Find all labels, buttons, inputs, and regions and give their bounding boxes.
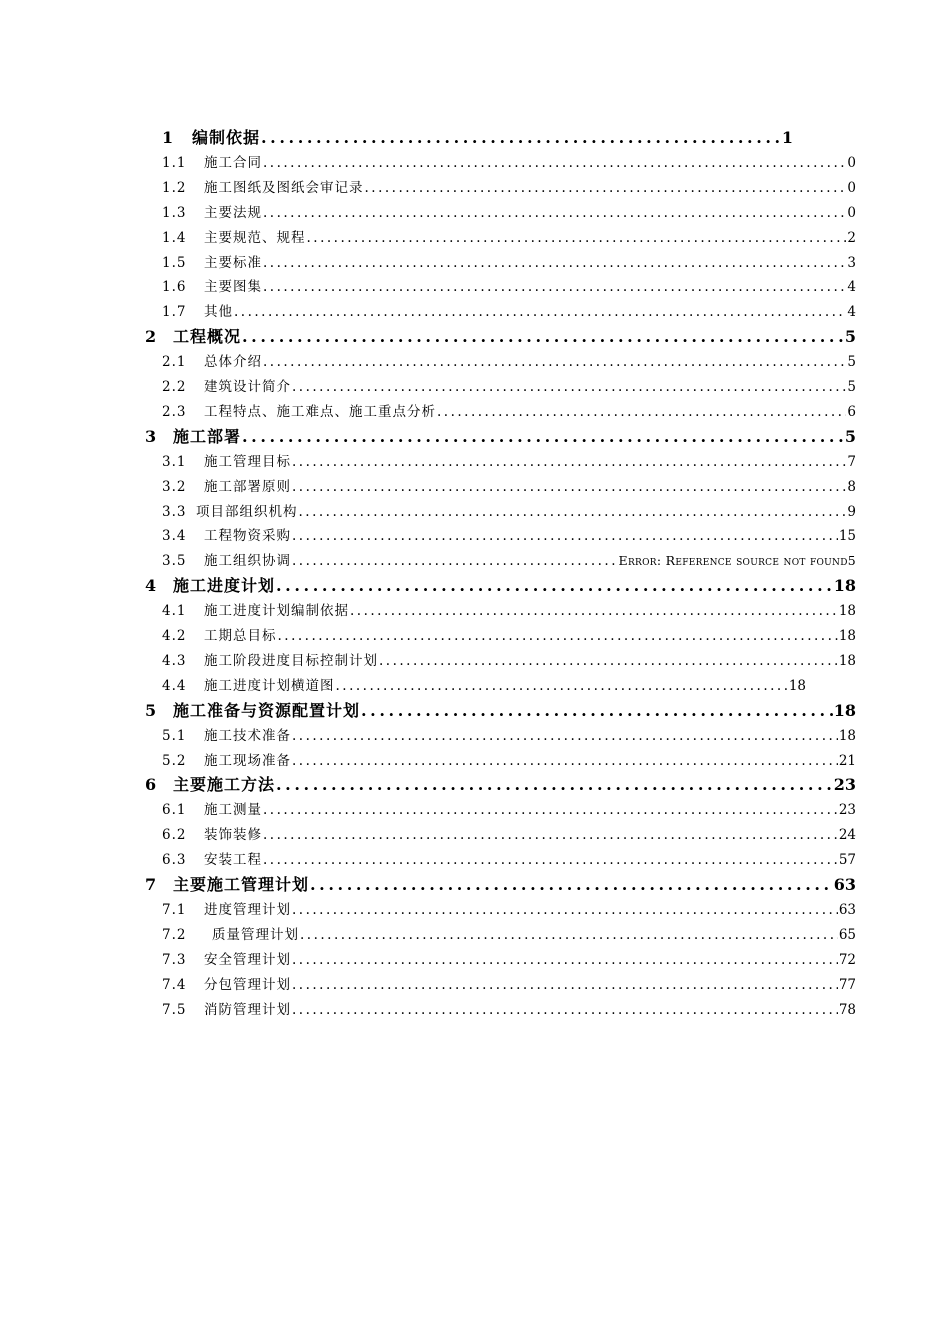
toc-number: 1: [162, 128, 174, 147]
toc-page-number: 18: [788, 677, 806, 694]
dot-leader: [263, 251, 846, 275]
dot-leader: [292, 998, 838, 1022]
dot-leader: [361, 699, 833, 723]
toc-chapter[interactable]: [145, 699, 856, 723]
toc-title: 装饰装修: [204, 827, 262, 844]
toc-number: 7.3: [162, 951, 187, 968]
toc-page-number: 5: [844, 327, 856, 347]
toc-title: 施工合同: [204, 154, 262, 171]
toc-section[interactable]: [162, 500, 856, 524]
toc-title: 质量管理计划: [212, 926, 299, 943]
dot-leader: [292, 475, 846, 499]
toc-number: 2: [145, 327, 157, 347]
toc-page-number: 2: [847, 229, 856, 246]
toc-section[interactable]: [162, 251, 856, 275]
toc-title: 工程概况: [173, 327, 242, 347]
dot-leader: [263, 275, 846, 299]
dot-leader: [365, 176, 847, 200]
toc-page-number: 1: [781, 128, 793, 147]
toc-section[interactable]: [162, 749, 856, 773]
toc-page-number: 4: [847, 279, 856, 296]
toc-number: 5: [145, 700, 157, 720]
toc-chapter[interactable]: [145, 325, 856, 349]
toc-section[interactable]: [162, 624, 856, 648]
toc-page-number: 7: [847, 453, 856, 470]
toc-number: 3: [145, 426, 157, 446]
toc-page-number: Error: Reference source not found5: [618, 553, 856, 569]
toc-number: 6.2: [162, 827, 187, 844]
toc-page-number: 18: [833, 576, 856, 596]
dot-leader: [278, 624, 838, 648]
toc-section[interactable]: [162, 599, 856, 623]
toc-number: 3.2: [162, 478, 187, 495]
toc-number: 3.1: [162, 453, 187, 470]
toc-section[interactable]: [162, 151, 856, 175]
toc-title: 工期总目标: [204, 628, 277, 644]
toc-section[interactable]: [162, 201, 856, 225]
toc-title: 主要法规: [204, 204, 262, 221]
toc-number: 6: [145, 775, 157, 795]
toc-section[interactable]: [162, 848, 856, 872]
dot-leader: [292, 375, 846, 399]
toc-section[interactable]: [162, 300, 856, 324]
toc-number: 1.1: [162, 154, 187, 171]
toc-number: 6.3: [162, 852, 187, 869]
dot-leader: [292, 524, 838, 548]
toc-number: 7.4: [162, 976, 187, 993]
toc-number: 4.3: [162, 652, 187, 669]
toc-chapter[interactable]: [145, 873, 856, 897]
toc-title: 施工部署: [173, 426, 242, 446]
toc-number: 1.2: [162, 179, 187, 196]
toc-page-number: 23: [838, 802, 856, 819]
toc-page-number: 24: [838, 827, 856, 844]
toc-page-number: 23: [833, 775, 856, 795]
toc-title: 主要施工方法: [173, 775, 276, 795]
toc-number: 5.1: [162, 727, 187, 744]
toc-title: 施工技术准备: [204, 727, 291, 744]
toc-section[interactable]: [162, 724, 856, 748]
toc-section[interactable]: [162, 674, 806, 698]
dot-leader: [307, 226, 847, 250]
toc-number: 1.3: [162, 204, 187, 221]
toc-title: 主要规范、规程: [204, 229, 306, 246]
toc-number: 4.1: [162, 603, 187, 620]
toc-number: 3.3: [162, 503, 187, 520]
dot-leader: [292, 549, 618, 573]
toc-number: 4: [145, 576, 157, 596]
toc-title: 建筑设计简介: [204, 379, 291, 395]
dot-leader: [299, 500, 847, 524]
toc-number: 6.1: [162, 802, 187, 819]
toc-title: 主要标准: [204, 254, 262, 271]
dot-leader: [242, 325, 844, 349]
toc-title: 主要图集: [204, 279, 262, 296]
toc-number: 1.5: [162, 254, 187, 271]
toc-page-number: 21: [838, 752, 856, 769]
toc-title: 施工测量: [204, 802, 262, 819]
toc-title: 进度管理计划: [204, 901, 291, 918]
dot-leader: [234, 300, 846, 324]
toc-page-number: 0: [847, 179, 856, 196]
toc-number: 1.6: [162, 279, 187, 296]
toc-section[interactable]: [162, 275, 856, 299]
toc-page-number: 18: [838, 628, 856, 644]
dot-leader: [437, 400, 846, 424]
toc-title: 施工进度计划编制依据: [204, 603, 349, 620]
toc-page-number: 77: [838, 976, 856, 993]
toc-page-number: 57: [838, 852, 856, 869]
toc-title: 施工图纸及图纸会审记录: [204, 179, 364, 196]
toc-title: 消防管理计划: [204, 1001, 291, 1018]
toc-section[interactable]: [162, 898, 856, 922]
toc-title: 安装工程: [204, 852, 262, 869]
toc-page-number: 6: [847, 403, 856, 420]
toc-section[interactable]: [162, 400, 856, 424]
toc-title: 主要施工管理计划: [173, 875, 310, 894]
toc-page-number: 18: [838, 603, 856, 620]
dot-leader: [242, 425, 844, 449]
toc-chapter[interactable]: [145, 425, 856, 449]
toc-page-number: 78: [838, 1001, 856, 1018]
toc-page-number: 4: [847, 304, 856, 321]
toc-title: 施工准备与资源配置计划: [173, 700, 361, 720]
dot-leader: [379, 649, 838, 673]
toc-page-number: 63: [838, 901, 856, 918]
toc-section[interactable]: [162, 375, 856, 399]
toc-page-number: 5: [847, 354, 856, 371]
dot-leader: [276, 574, 833, 598]
dot-leader: [292, 948, 838, 972]
toc-number: 3.5: [162, 553, 187, 570]
dot-leader: [263, 798, 838, 822]
toc-number: 2.2: [162, 379, 187, 395]
toc-title: 施工管理目标: [204, 453, 291, 470]
toc-number: 1.4: [162, 229, 187, 246]
toc-title: 施工进度计划横道图: [204, 677, 335, 694]
toc-number: 2.1: [162, 354, 187, 371]
toc-section[interactable]: [162, 998, 856, 1022]
toc-page-number: 8: [847, 478, 856, 495]
dot-leader: [263, 201, 846, 225]
toc-page-number: 72: [838, 951, 856, 968]
toc-page-number: 18: [838, 727, 856, 744]
dot-leader: [300, 923, 838, 947]
toc-page-number: 5: [844, 426, 856, 446]
toc-number: 1.7: [162, 304, 187, 321]
toc-title: 其他: [204, 304, 233, 321]
dot-leader: [292, 724, 838, 748]
toc-title: 分包管理计划: [204, 976, 291, 993]
toc-chapter[interactable]: [145, 574, 856, 598]
dot-leader: [350, 599, 838, 623]
toc-number: 4.2: [162, 628, 187, 644]
toc-title: 编制依据: [192, 128, 261, 147]
toc-page-number: 15: [838, 528, 856, 545]
dot-leader: [336, 674, 788, 698]
toc-title: 施工进度计划: [173, 576, 276, 596]
toc-page-number: 0: [847, 204, 856, 221]
toc-page-number: 65: [838, 926, 856, 943]
toc-chapter[interactable]: [145, 773, 856, 797]
toc-number: 3.4: [162, 528, 187, 545]
dot-leader: [276, 773, 833, 797]
dot-leader: [292, 450, 846, 474]
toc-section[interactable]: [162, 176, 856, 200]
toc-chapter[interactable]: [162, 126, 793, 150]
dot-leader: [263, 848, 838, 872]
toc-page-number: 63: [833, 875, 856, 894]
toc-section[interactable]: [162, 973, 856, 997]
toc-section[interactable]: [162, 798, 856, 822]
dot-leader: [263, 151, 846, 175]
dot-leader: [292, 749, 838, 773]
toc-title: 施工现场准备: [204, 752, 291, 769]
toc-title: 总体介绍: [204, 354, 262, 371]
toc-section[interactable]: [162, 923, 856, 947]
toc-page-number: 18: [838, 652, 856, 669]
toc-number: 2.3: [162, 403, 187, 420]
toc-section[interactable]: [162, 350, 856, 374]
toc-section[interactable]: [162, 475, 856, 499]
toc-section[interactable]: [162, 450, 856, 474]
dot-leader: [292, 973, 838, 997]
toc-title: 工程特点、施工难点、施工重点分析: [204, 403, 436, 420]
toc-number: 7.2: [162, 926, 187, 943]
toc-page-number: 0: [847, 154, 856, 171]
toc-section[interactable]: [162, 649, 856, 673]
dot-leader: [292, 898, 838, 922]
toc-section[interactable]: [162, 549, 856, 573]
dot-leader: [310, 873, 833, 897]
toc-section[interactable]: [162, 823, 856, 847]
toc-title: 安全管理计划: [204, 951, 291, 968]
toc-section[interactable]: [162, 524, 856, 548]
toc-title: 工程物资采购: [204, 528, 291, 545]
toc-page-number: 18: [833, 700, 856, 720]
toc-page-number: 9: [847, 503, 856, 520]
toc-number: 7.5: [162, 1001, 187, 1018]
toc-page-number: 3: [847, 254, 856, 271]
toc-number: 5.2: [162, 752, 187, 769]
toc-title: 项目部组织机构: [196, 503, 298, 520]
dot-leader: [263, 823, 838, 847]
dot-leader: [263, 350, 846, 374]
toc-title: 施工部署原则: [204, 478, 291, 495]
toc-title: 施工阶段进度目标控制计划: [204, 652, 378, 669]
dot-leader: [261, 126, 781, 150]
toc-number: 7: [145, 875, 157, 894]
toc-number: 7.1: [162, 901, 187, 918]
toc-title: 施工组织协调: [204, 553, 291, 570]
toc-section[interactable]: [162, 226, 856, 250]
toc-number: 4.4: [162, 677, 187, 694]
toc-section[interactable]: [162, 948, 856, 972]
toc-page-number: 5: [847, 379, 856, 395]
